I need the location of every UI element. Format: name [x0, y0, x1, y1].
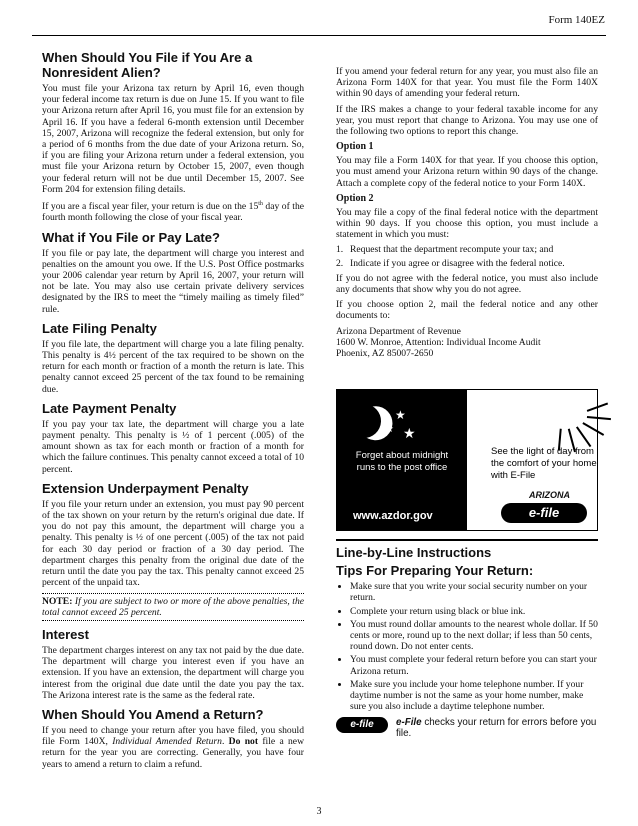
moon-icon: [342, 399, 386, 443]
step-text: Request that the department recompute your tax; and: [350, 244, 554, 256]
azdor-url[interactable]: www.azdor.gov: [353, 510, 433, 523]
efile-note: [336, 717, 598, 739]
nonresident-heading: When Should You File if You Are a Nonresident Alien?: [42, 50, 253, 80]
late-filing-p1: If you file late, the department will charge you a late filing penalty. This penalty is 4½ percent of the tax required to be shown on the return for each month or fraction of a month the return is late. This penalty cannot exceed 25 percent of the tax found to be remaining due.: [42, 338, 304, 395]
nonresident-p2: [42, 199, 304, 224]
efile-note-text: [396, 717, 598, 739]
step-number: 2.: [336, 257, 344, 269]
extension-p1: If you file your return under an extension, you must pay 90 percent of the tax shown on your return by the return's original due date. If you do not pay this amount, the department will charge you a penalty. This penalty is ½ of one percent (.005) of the tax not paid for each 30 day period or fraction of a 30 day period. The department charges this penalty from the original due date of the return until the date you pay the tax. This penalty cannot exceed 25 percent of the unpaid tax.: [42, 498, 304, 589]
page-number: 3: [316, 806, 322, 817]
irs-change-p2: If the IRS makes a change to your federal taxable income for any year, you must report that change to Arizona. You may use one of the following two options to report this change.: [336, 103, 598, 138]
option2-after1: If you do not agree with the federal notice, you must also include any documents that show why you do not agree.: [336, 272, 598, 296]
p2-a: If you are a fiscal year filer, your return is due on the 15: [42, 201, 259, 213]
late-payment-heading: Late Payment Penalty: [42, 400, 177, 416]
option1-text: You may file a Form 140X for that year. If you choose this option, you must amend your Arizona return within 90 days of the change. Attach a complete copy of the federal notice to your Form 140X.: [336, 155, 598, 189]
amend-federal-p1: If you amend your federal return for any year, you must also file an Arizona Form 140X for that year. You must file the Form 140X within 90 days of amending your federal return.: [336, 66, 598, 100]
option1-label: Option 1: [336, 141, 374, 153]
star-icon: ★: [403, 426, 416, 443]
step-number: 1.: [336, 244, 344, 256]
amend-italic: Individual Amended Return: [112, 736, 222, 748]
banner-right-text: See the light of day from the comfort of your home with E-File: [491, 446, 597, 482]
note-body: If you are subject to two or more of the above penalties, the total cannot exceed 25 percent.: [42, 595, 304, 618]
left-column: [42, 44, 304, 774]
banner-day-panel: [467, 390, 597, 530]
amend-bold: Do not: [228, 736, 259, 748]
form-id: Form 140EZ: [548, 14, 605, 26]
header-rule: [32, 35, 606, 36]
step-text: Indicate if you agree or disagree with the federal notice.: [350, 257, 565, 269]
mailing-address: [336, 326, 598, 360]
list-item: • Make sure you include your home telephone number. If your daytime number is not the same as your home number, make sure you also include a daytime telephone number.: [350, 679, 598, 713]
star-icon: ★: [395, 408, 406, 423]
p2-sup: th: [258, 201, 263, 208]
arizona-label: ARIZONA: [529, 490, 570, 501]
extension-heading: Extension Underpayment Penalty: [42, 480, 249, 496]
efile-banner: [336, 389, 598, 531]
amend-c: file a new return for the year you are correcting. Generally, you have four years to amend a return to claim a refund.: [42, 736, 304, 770]
note-text: [42, 596, 304, 618]
list-item: • You must round dollar amounts to the nearest whole dollar. If 50 cents or more, round up to the next dollar; if less than 50 cents, round down. Do not enter cents.: [350, 619, 598, 653]
list-item: • You must complete your federal return before you can start your Arizona return.: [350, 654, 598, 676]
tips-heading: Tips For Preparing Your Return:: [336, 563, 534, 579]
p2-b: day of the fourth month following the close of your fiscal year.: [42, 201, 305, 224]
address-line: Phoenix, AZ 85007-2650: [336, 348, 434, 360]
late-filing-heading: Late Filing Penalty: [42, 320, 157, 336]
right-column: [336, 66, 598, 739]
late-heading: What if You File or Pay Late?: [42, 229, 220, 245]
star-icon: ★: [385, 424, 394, 436]
option2-label: Option 2: [336, 192, 374, 204]
banner-left-text: Forget about midnight runs to the post office: [355, 450, 449, 474]
line-by-line-heading: Line-by-Line Instructions: [336, 545, 492, 561]
line-by-line-section: [336, 539, 598, 738]
list-item: • Complete your return using black or blue ink.: [350, 606, 598, 617]
banner-night-panel: [337, 390, 467, 530]
address-line: Arizona Department of Revenue: [336, 325, 461, 337]
amend-b: .: [221, 736, 229, 748]
late-payment-p1: If you pay your tax late, the department will charge you a late payment penalty. This penalty is ½ of 1 percent (.005) of the amount shown as tax for each month or fraction of a month for which the failure continues. This penalty cannot exceed a total of 10 percent.: [42, 418, 304, 475]
step-item: [336, 258, 598, 269]
option2-after2: If you choose option 2, mail the federal notice and any other documents to:: [336, 299, 598, 322]
efile-rest: checks your return for errors before you file.: [396, 716, 597, 739]
interest-p1: The department charges interest on any tax not paid by the due date. The department will charge you interest even if you have an extension. If you have an extension, the department will charge you interest from the original due date until the date you pay the tax. The Arizona interest rate is the same as the federal rate.: [42, 644, 304, 701]
interest-heading: Interest: [42, 626, 89, 642]
list-item: • Make sure that you write your social security number on your return.: [350, 581, 598, 603]
efile-bold: e-File: [396, 716, 422, 728]
amend-p1: [42, 725, 304, 770]
option2-steps: [336, 244, 598, 268]
amend-a: If you need to change your return after you have filed, you should file Form 140X,: [42, 724, 304, 748]
late-p1: If you file or pay late, the department will charge you interest and penalties on the amount you owe. If the U.S. Post Office postmarks your 2006 calendar year return by April 16, 2007, your return will not be late. You may also use certain private delivery services designated by the IRS to meet the “timely mailing as timely filed” rule.: [42, 247, 304, 315]
nonresident-p1: You must file your Arizona tax return by April 16, even though your federal income tax return is due on June 15. If you want to file your Arizona return after April 16, you must file for an extension by April 16. If you have a federal 6-month extension until December 15, 2007, Arizona will recognize the federal extension, but only for a period of 6 months from the due date of your Arizona return. So, if you are filing your Arizona return under a federal extension, you must file your Arizona return by October 15, 2007, even though your federal return will not be due until December 15, 2007. See Form 204 for extension filing details.: [42, 83, 304, 195]
option2-text: You may file a copy of the final federal notice with the department within 90 days. If you choose this option, you must include a statement in which you must:: [336, 206, 598, 241]
efile-logo-icon: e-file: [336, 717, 388, 733]
note-label: NOTE:: [42, 595, 73, 607]
penalty-note: [42, 593, 304, 621]
tips-list: [336, 581, 598, 712]
az-efile-logo: e-file: [501, 503, 587, 523]
address-line: 1600 W. Monroe, Attention: Individual Income Audit: [336, 336, 541, 348]
step-item: [336, 244, 598, 255]
amend-heading: When Should You Amend a Return?: [42, 706, 264, 722]
